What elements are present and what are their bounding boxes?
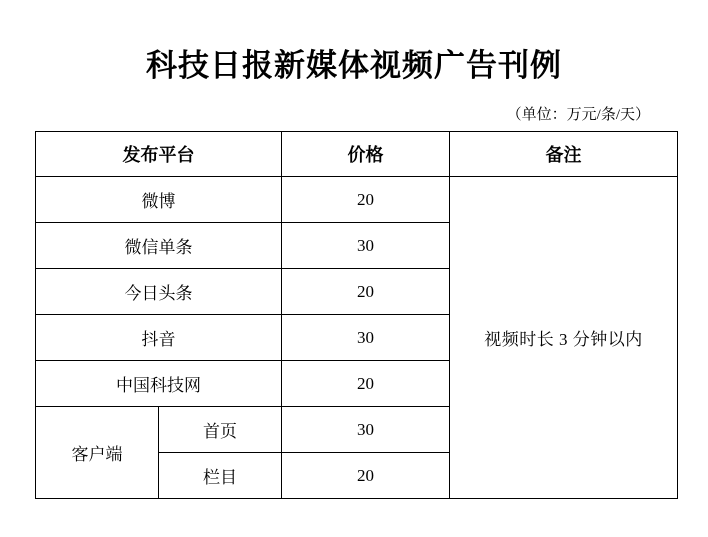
unit-note: （单位：万元/条/天） [506, 107, 650, 123]
cell-price: 20 [282, 177, 450, 223]
cell-platform: 中国科技网 [36, 361, 282, 407]
cell-platform: 微信单条 [36, 223, 282, 269]
cell-subplatform: 栏目 [159, 453, 282, 499]
column-header-note: 备注 [450, 132, 678, 177]
cell-group-label: 客户端 [36, 407, 159, 499]
cell-price: 20 [282, 453, 450, 499]
cell-price: 20 [282, 269, 450, 315]
page-title: 科技日报新媒体视频广告刊例 [146, 48, 562, 83]
column-header-platform: 发布平台 [36, 132, 282, 177]
cell-subplatform: 首页 [159, 407, 282, 453]
cell-platform: 微博 [36, 177, 282, 223]
cell-note: 视频时长 3 分钟以内 [450, 177, 678, 499]
table-row [36, 177, 678, 223]
table-header-row [36, 132, 678, 177]
cell-price: 30 [282, 407, 450, 453]
rate-table [35, 131, 678, 499]
cell-platform: 抖音 [36, 315, 282, 361]
column-header-price: 价格 [282, 132, 450, 177]
cell-price: 30 [282, 315, 450, 361]
cell-price: 20 [282, 361, 450, 407]
cell-price: 30 [282, 223, 450, 269]
cell-platform: 今日头条 [36, 269, 282, 315]
